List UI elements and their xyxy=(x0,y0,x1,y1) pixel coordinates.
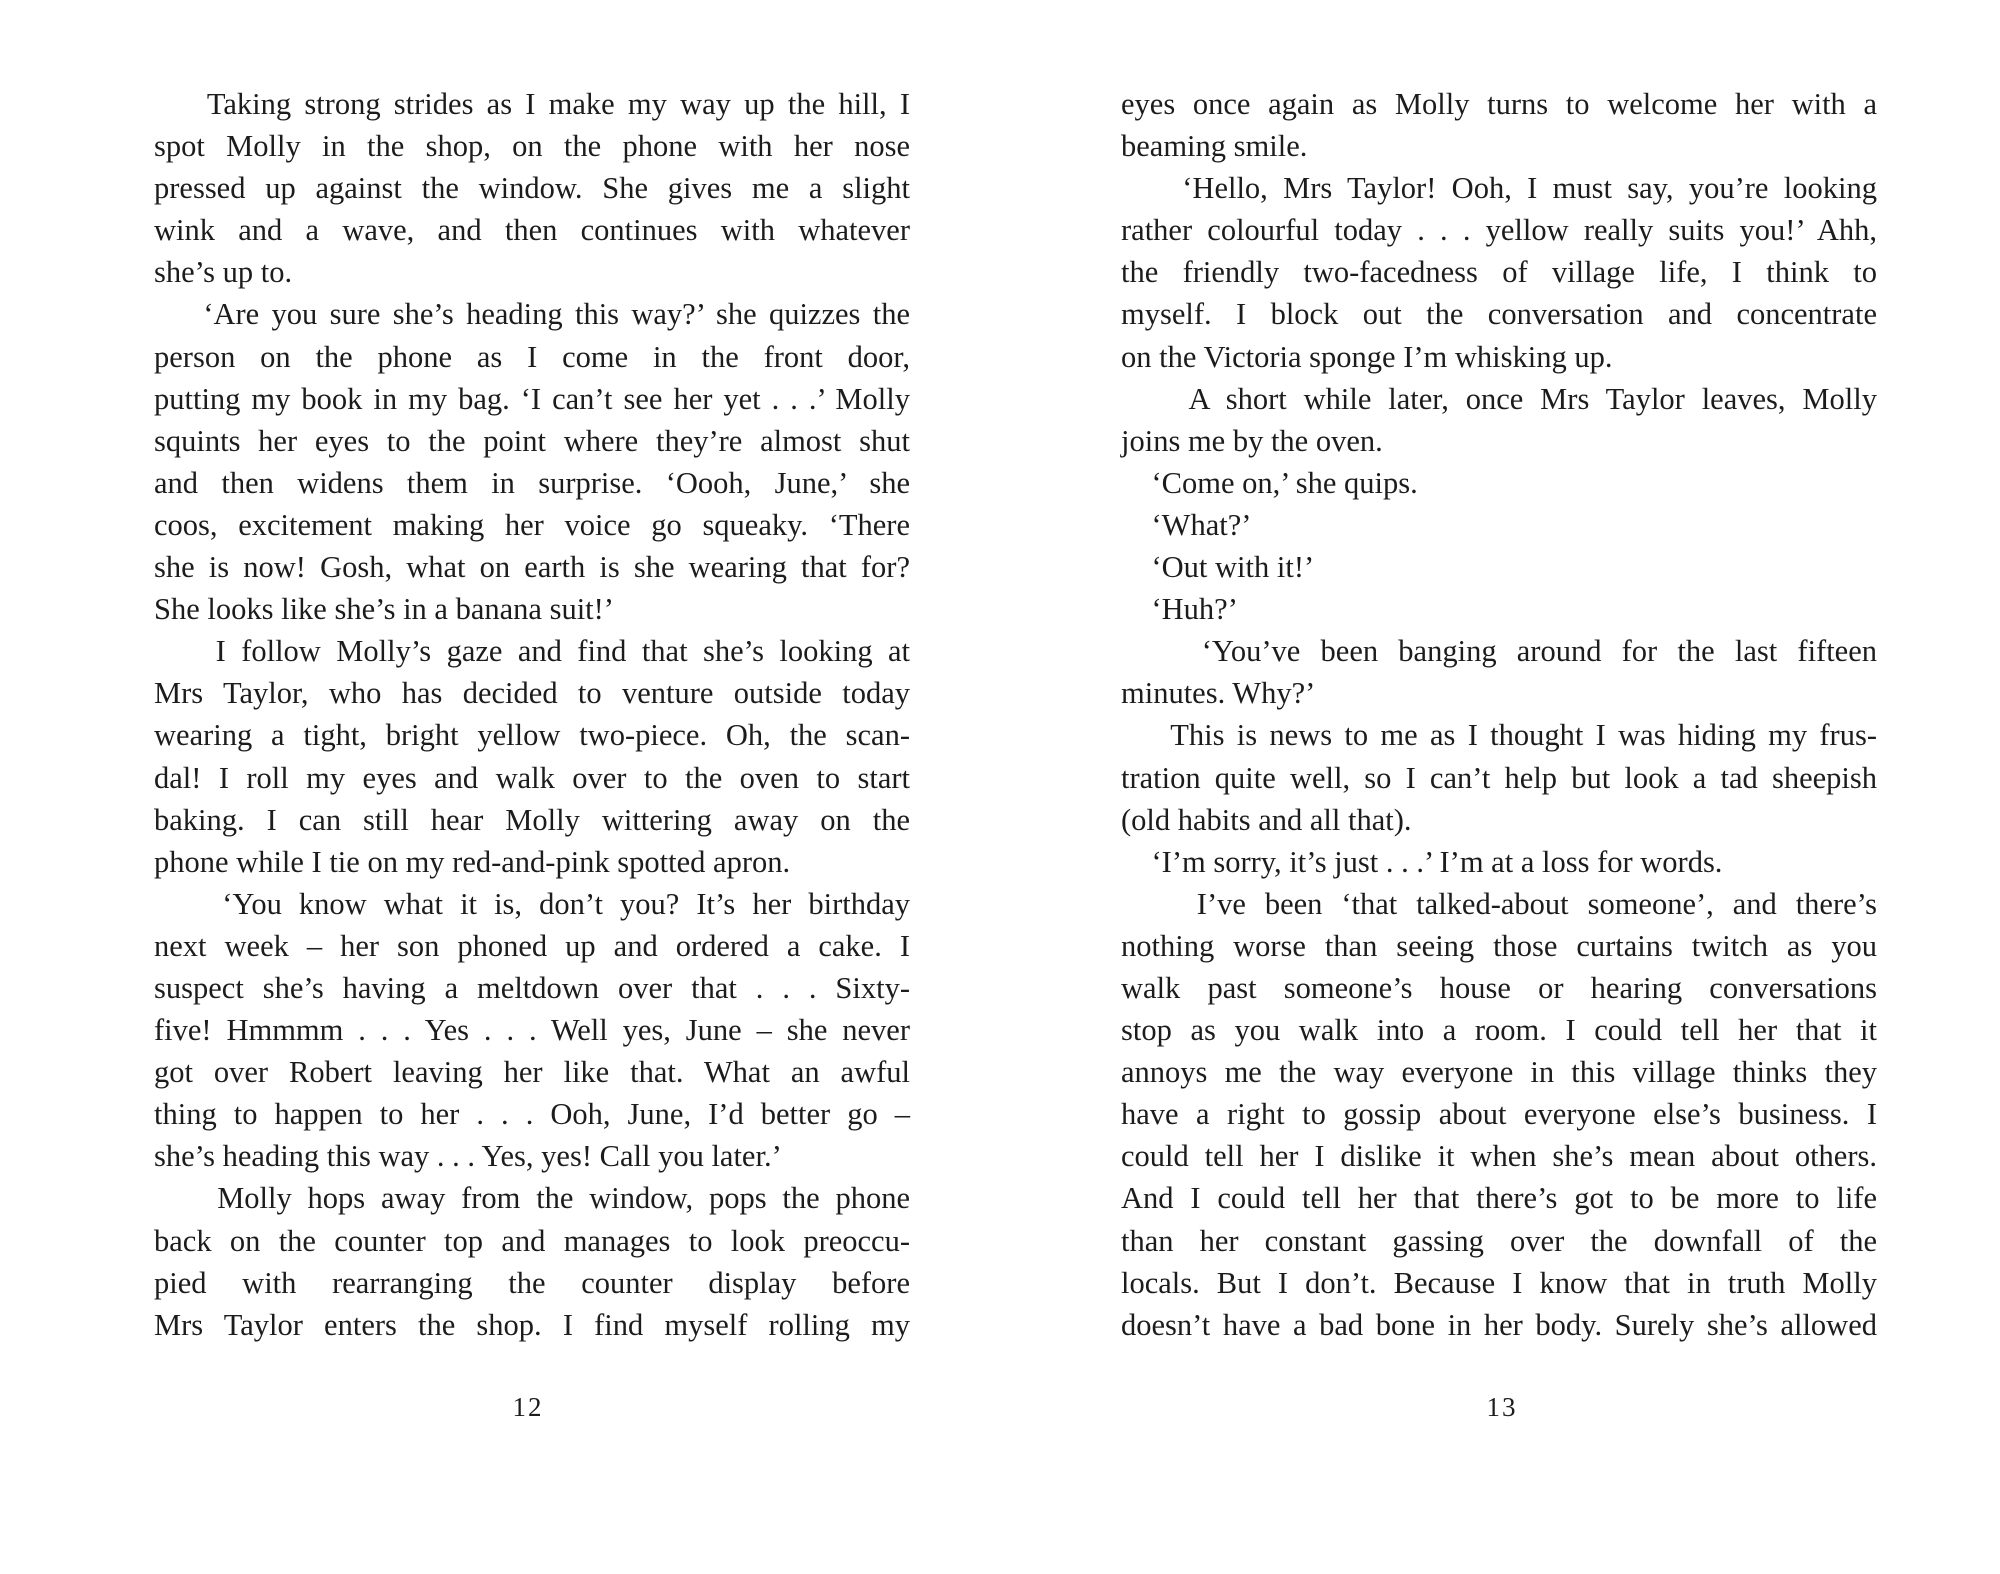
text-line: ‘Huh?’ xyxy=(1121,592,1238,627)
text-line: joins me by the oven. xyxy=(1121,423,1383,458)
text-line: she’s up to. xyxy=(154,255,293,290)
text-line: spot Molly in the shop, on the phone with her nose xyxy=(154,129,910,164)
text-line: than her constant gassing over the downfall of the xyxy=(1121,1223,1877,1258)
text-line: and then widens them in surprise. ‘Oooh, June,’ she xyxy=(154,465,910,500)
text-line: she is now! Gosh, what on earth is she wearing that for? xyxy=(154,550,910,585)
text-line: Molly hops away from the window, pops the phone xyxy=(154,1181,910,1216)
text-line: And I could tell her that there’s got to be more to life xyxy=(1121,1181,1877,1216)
text-line: squints her eyes to the point where they’re almost shut xyxy=(154,423,910,458)
text-line: have a right to gossip about everyone else’s business. I xyxy=(1121,1097,1877,1132)
text-line: phone while I tie on my red-and-pink spotted apron. xyxy=(154,844,791,879)
text-line: ‘Come on,’ she quips. xyxy=(1121,465,1418,500)
text-line: five! Hmmmm . . . Yes . . . Well yes, June – she never xyxy=(154,1013,910,1048)
text-line: suspect she’s having a meltdown over that . . . Sixty- xyxy=(154,970,910,1005)
text-line: walk past someone’s house or hearing conversations xyxy=(1121,970,1877,1005)
text-line: wearing a tight, bright yellow two-piece. Oh, the scan- xyxy=(154,718,910,753)
text-line: ‘You’ve been banging around for the last fifteen xyxy=(1121,634,1877,669)
text-line: (old habits and all that). xyxy=(1121,802,1412,837)
text-line: next week – her son phoned up and ordered a cake. I xyxy=(154,928,910,963)
text-line: got over Robert leaving her like that. What an awful xyxy=(154,1055,910,1090)
text-line: stop as you walk into a room. I could tell her that it xyxy=(1121,1013,1877,1048)
text-line: coos, excitement making her voice go squeaky. ‘There xyxy=(154,507,910,542)
text-line: pied with rearranging the counter display before xyxy=(154,1265,910,1300)
text-line: putting my book in my bag. ‘I can’t see her yet . . .’ Molly xyxy=(154,381,910,416)
text-line: thing to happen to her . . . Ooh, June, I’d better go – xyxy=(154,1097,910,1132)
text-line: Mrs Taylor, who has decided to venture outside today xyxy=(154,676,910,711)
text-line: the friendly two-facedness of village life, I think to xyxy=(1121,255,1877,290)
text-line: ‘Are you sure she’s heading this way?’ she quizzes the xyxy=(154,297,910,332)
text-line: myself. I block out the conversation and concentrate xyxy=(1121,297,1877,332)
text-line: back on the counter top and manages to look preoccu- xyxy=(154,1223,910,1258)
text-line: I follow Molly’s gaze and find that she’s looking at xyxy=(154,634,910,669)
text-line: wink and a wave, and then continues with whatever xyxy=(154,213,910,248)
text-line: could tell her I dislike it when she’s mean about others. xyxy=(1121,1139,1877,1174)
text-line: nothing worse than seeing those curtains twitch as you xyxy=(1121,928,1877,963)
left-page-text xyxy=(154,83,910,1346)
text-line: A short while later, once Mrs Taylor leaves, Molly xyxy=(1121,381,1877,416)
text-line: eyes once again as Molly turns to welcome her with a xyxy=(1121,87,1877,121)
text-line: ‘I’m sorry, it’s just . . .’ I’m at a loss for words. xyxy=(1121,844,1723,879)
text-line: I’ve been ‘that talked-about someone’, and there’s xyxy=(1121,886,1877,921)
text-line: Taking strong strides as I make my way up the hill, I xyxy=(154,87,910,121)
text-line: minutes. Why?’ xyxy=(1121,676,1316,711)
text-line: ‘Out with it!’ xyxy=(1121,550,1315,585)
text-line: person on the phone as I come in the front door, xyxy=(154,339,910,374)
text-line: ‘Hello, Mrs Taylor! Ooh, I must say, you’re looking xyxy=(1121,171,1877,206)
text-line: annoys me the way everyone in this village thinks they xyxy=(1121,1055,1877,1090)
text-line: she’s heading this way . . . Yes, yes! Call you later.’ xyxy=(154,1139,782,1174)
right-page-number: 13 xyxy=(1486,1392,1518,1422)
text-line: pressed up against the window. She gives me a slight xyxy=(154,171,910,206)
text-line: This is news to me as I thought I was hiding my frus- xyxy=(1121,718,1877,753)
text-line: Mrs Taylor enters the shop. I find myself rolling my xyxy=(154,1307,910,1342)
text-line: locals. But I don’t. Because I know that in truth Molly xyxy=(1121,1265,1877,1300)
text-line: beaming smile. xyxy=(1121,129,1308,164)
text-line: ‘You know what it is, don’t you? It’s her birthday xyxy=(154,886,910,921)
text-line: She looks like she’s in a banana suit!’ xyxy=(154,592,614,627)
right-page-text xyxy=(1121,83,1877,1346)
text-line: dal! I roll my eyes and walk over to the oven to start xyxy=(154,760,910,795)
text-line: ‘What?’ xyxy=(1121,507,1252,542)
text-line: rather colourful today . . . yellow really suits you!’ Ahh, xyxy=(1121,213,1877,248)
left-page-number: 12 xyxy=(512,1392,544,1422)
text-line: on the Victoria sponge I’m whisking up. xyxy=(1121,339,1613,374)
right-page xyxy=(1000,0,2000,1574)
text-line: doesn’t have a bad bone in her body. Surely she’s allowed xyxy=(1121,1307,1877,1342)
text-line: baking. I can still hear Molly wittering away on the xyxy=(154,802,910,837)
text-line: tration quite well, so I can’t help but look a tad sheepish xyxy=(1121,760,1877,795)
